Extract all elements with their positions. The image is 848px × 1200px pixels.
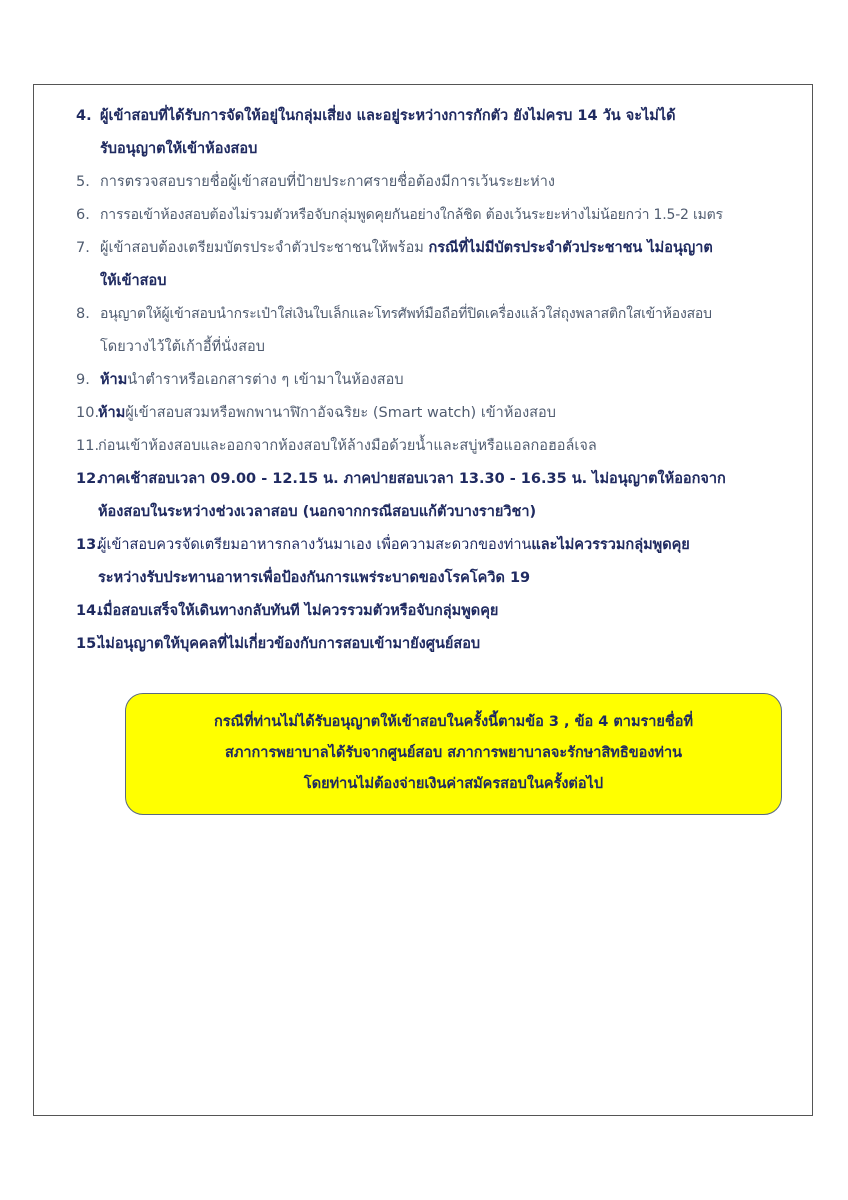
rule-text-emphasis: กรณีที่ไม่มีบัตรประจำตัวประชาชน ไม่อนุญาต — [428, 240, 713, 256]
rule-11 — [76, 430, 806, 463]
rule-12 — [76, 463, 806, 529]
notice-box — [125, 693, 782, 815]
rule-number: 15. — [76, 636, 102, 652]
rule-number: 9. — [76, 372, 90, 388]
rule-text: การตรวจสอบรายชื่อผู้เข้าสอบที่ป้ายประกาศรายชื่อต้องมีการเว้นระยะห่าง — [100, 174, 555, 190]
rule-number: 10. — [76, 405, 100, 421]
rule-text-continued: ห้องสอบในระหว่างช่วงเวลาสอบ (นอกจากกรณีสอบแก้ตัวบางรายวิชา) — [98, 504, 537, 520]
rule-number: 13. — [76, 537, 102, 553]
rule-text: ผู้เข้าสอบควรจัดเตรียมอาหารกลางวันมาเอง เพื่อความสะดวกของท่าน — [98, 537, 532, 553]
rule-8 — [76, 298, 806, 364]
notice-line: กรณีที่ท่านไม่ได้รับอนุญาตให้เข้าสอบในครั้งนี้ตามข้อ 3 , ข้อ 4 ตามรายชื่อที่ — [213, 714, 694, 730]
rule-text: เมื่อสอบเสร็จให้เดินทางกลับทันที ไม่ควรรวมตัวหรือจับกลุ่มพูดคุย — [98, 603, 499, 619]
rule-number: 6. — [76, 207, 90, 223]
rule-number: 8. — [76, 306, 90, 322]
rule-text-emphasis: ห้าม — [98, 405, 126, 421]
rule-text: ไม่อนุญาตให้บุคคลที่ไม่เกี่ยวข้องกับการสอบเข้ามายังศูนย์สอบ — [98, 636, 481, 652]
rule-text: ผู้เข้าสอบต้องเตรียมบัตรประจำตัวประชาชนให้พร้อม — [100, 240, 429, 256]
rule-5 — [76, 166, 806, 199]
rule-text: นำตำราหรือเอกสารต่าง ๆ เข้ามาในห้องสอบ — [127, 372, 404, 388]
rule-number: 5. — [76, 174, 90, 190]
rule-text: ผู้เข้าสอบสวมหรือพกพานาฬิกาอัจฉริยะ (Smart watch) เข้าห้องสอบ — [125, 405, 556, 421]
rule-number: 11. — [76, 438, 100, 454]
rule-number: 7. — [76, 240, 90, 256]
rule-4 — [76, 100, 806, 166]
rule-text: ภาคเช้าสอบเวลา 09.00 - 12.15 น. ภาคบ่ายสอบเวลา 13.30 - 16.35 น. ไม่อนุญาตให้ออกจาก — [98, 471, 726, 487]
rule-text: ก่อนเข้าห้องสอบและออกจากห้องสอบให้ล้างมือด้วยน้ำและสบู่หรือแอลกอฮอล์เจล — [98, 438, 597, 454]
rule-9 — [76, 364, 806, 397]
rule-text-continued: รับอนุญาตให้เข้าห้องสอบ — [100, 141, 258, 157]
rule-text-continued: โดยวางไว้ใต้เก้าอี้ที่นั่งสอบ — [100, 339, 265, 355]
rule-13 — [76, 529, 806, 595]
notice-line: สภาการพยาบาลได้รับจากศูนย์สอบ สภาการพยาบาลจะรักษาสิทธิของท่าน — [224, 745, 683, 761]
rule-15 — [76, 628, 806, 661]
rule-7 — [76, 232, 806, 298]
notice-line: โดยท่านไม่ต้องจ่ายเงินค่าสมัครสอบในครั้งต่อไป — [303, 776, 604, 792]
rule-number: 4. — [76, 108, 92, 124]
rule-number: 14. — [76, 603, 102, 619]
rule-10 — [76, 397, 806, 430]
rule-text: อนุญาตให้ผู้เข้าสอบนำกระเป๋าใส่เงินใบเล็กและโทรศัพท์มือถือที่ปิดเครื่องแล้วใส่ถุงพลาสติกใสเข้าห้องสอบ — [100, 306, 712, 322]
rule-14 — [76, 595, 806, 628]
rule-text: ผู้เข้าสอบที่ได้รับการจัดให้อยู่ในกลุ่มเสี่ยง และอยู่ระหว่างการกักตัว ยังไม่ครบ 14 วัน จะไม่ได้ — [100, 108, 676, 124]
rule-text-continued: ให้เข้าสอบ — [100, 273, 167, 289]
rule-text: การรอเข้าห้องสอบต้องไม่รวมตัวหรือจับกลุ่มพูดคุยกันอย่างใกล้ชิด ต้องเว้นระยะห่างไม่น้อยกว่า 1.5-2 เมตร — [100, 207, 723, 223]
rule-number: 12. — [76, 471, 102, 487]
rule-text-emphasis: และไม่ควรรวมกลุ่มพูดคุย — [531, 537, 690, 553]
rules-list — [76, 100, 806, 661]
rule-text-emphasis: ห้าม — [100, 372, 128, 388]
rule-6 — [76, 199, 806, 232]
rule-text-continued: ระหว่างรับประทานอาหารเพื่อป้องกันการแพร่ระบาดของโรคโควิด 19 — [98, 570, 531, 586]
